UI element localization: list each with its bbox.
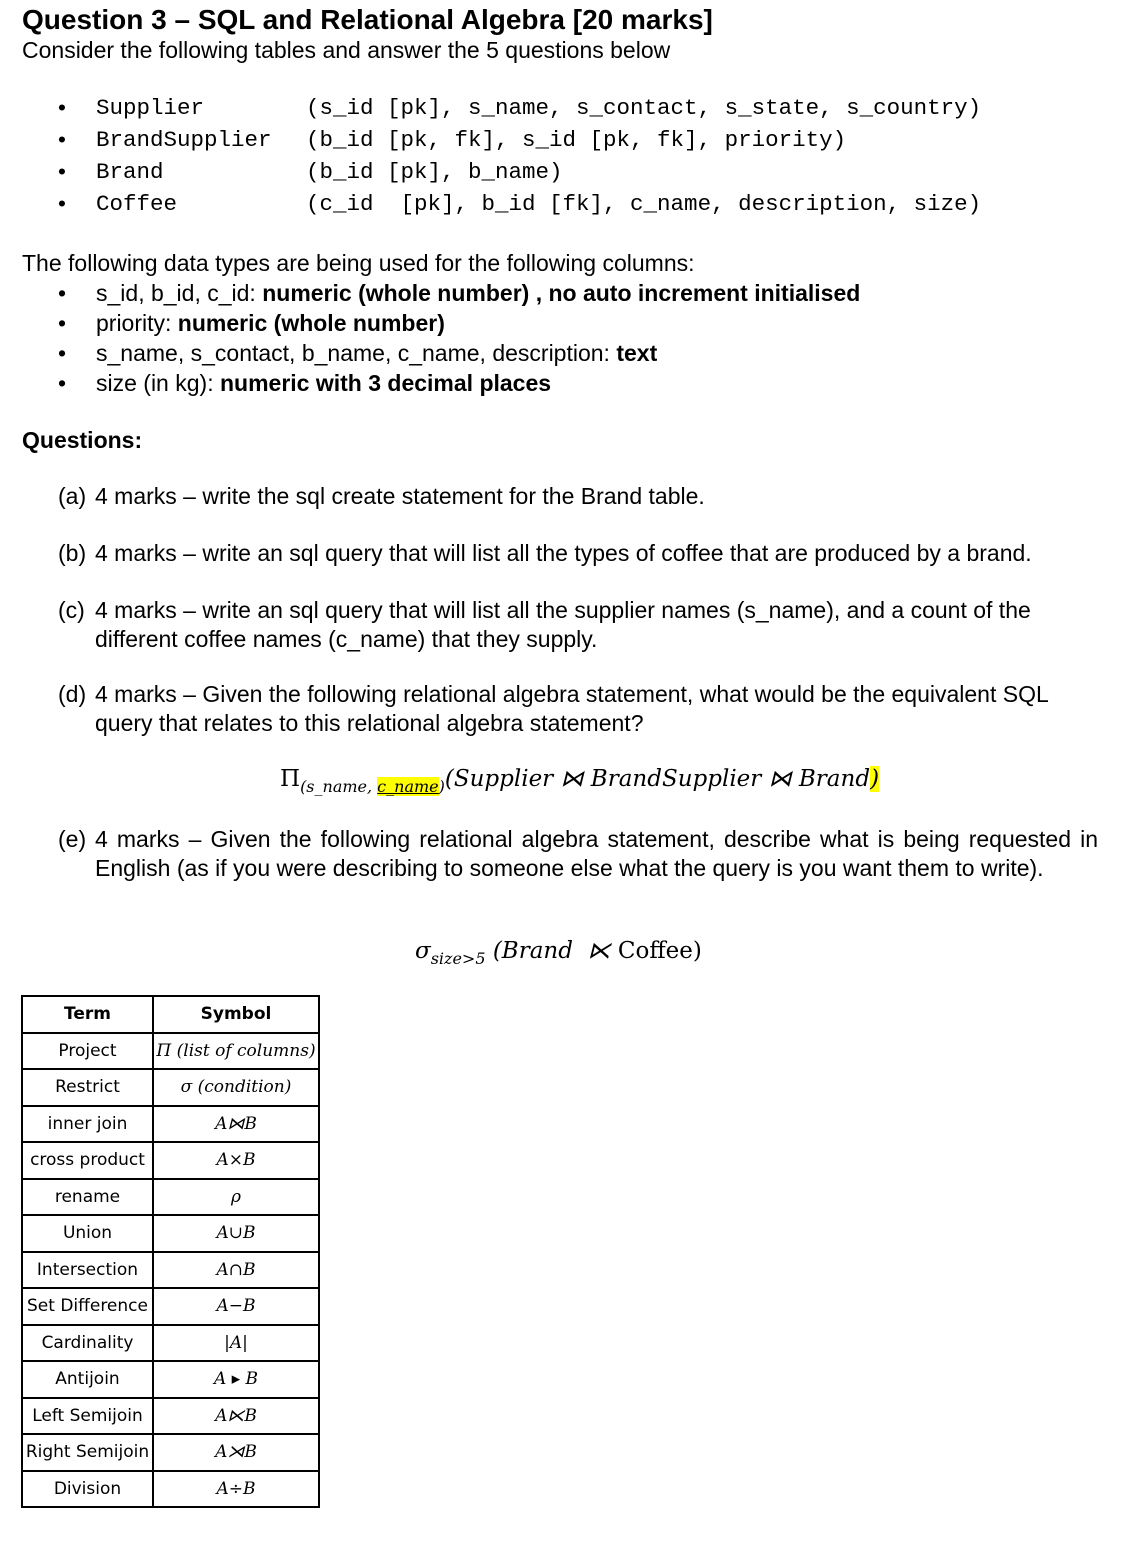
table-row <box>22 1069 319 1106</box>
symbol-cell: A×B <box>153 1142 319 1179</box>
table-row <box>22 1142 319 1179</box>
table-columns: (b_id [pk, fk], s_id [pk, fk], priority) <box>306 127 847 153</box>
formula-condition: size>5 <box>430 949 486 968</box>
table-columns: (b_id [pk], b_name) <box>306 159 563 185</box>
table-row <box>22 1179 319 1216</box>
datatype-columns: priority: <box>96 310 178 336</box>
term-cell: Set Difference <box>22 1288 153 1325</box>
table-row <box>22 1434 319 1471</box>
formula-expression: (Supplier ⋈ BrandSupplier ⋈ Brand <box>444 766 871 792</box>
datatype-columns: s_id, b_id, c_id: <box>96 280 263 306</box>
table-row <box>22 1361 319 1398</box>
term-cell: cross product <box>22 1142 153 1179</box>
term-cell: Antijoin <box>22 1361 153 1398</box>
table-columns: (s_id [pk], s_name, s_contact, s_state, s_country) <box>306 95 982 121</box>
datatype-type: text <box>616 340 658 366</box>
question-label: (e) <box>58 826 87 852</box>
bullet-icon: • <box>58 280 67 306</box>
symbol-cell: |A| <box>153 1325 319 1362</box>
symbol-cell: A ▸ B <box>153 1361 319 1398</box>
question-c <box>58 596 1098 654</box>
term-cell: Project <box>22 1033 153 1070</box>
symbol-cell: A∩B <box>153 1252 319 1289</box>
symbol-cell: σ (condition) <box>153 1069 319 1106</box>
formula-expression: (Brand ⋉ <box>485 938 618 964</box>
question-text: 4 marks – Given the following relational algebra statement, what would be the equivalent SQL query that relates to this relational algebra statement? <box>95 681 1048 736</box>
datatypes-intro: The following data types are being used for the following columns: <box>22 250 695 276</box>
header-symbol: Symbol <box>153 996 319 1033</box>
sigma-symbol: σ <box>415 938 431 964</box>
bullet-icon: • <box>58 159 66 184</box>
bullet-icon: • <box>58 310 67 336</box>
question-e <box>58 825 1098 883</box>
question-text: 4 marks – write an sql query that will list all the supplier names (s_name), and a count of the different coffee names (c_name) that they supply. <box>95 597 1031 652</box>
symbol-cell: A−B <box>153 1288 319 1325</box>
question-b <box>58 539 1098 568</box>
question-title: Question 3 – SQL and Relational Algebra [20 marks] <box>22 4 713 35</box>
datatype-columns: s_name, s_contact, b_name, c_name, description: <box>96 340 617 366</box>
term-cell: Right Semijoin <box>22 1434 153 1471</box>
symbol-cell: A∪B <box>153 1215 319 1252</box>
symbol-cell: Π (list of columns) <box>153 1033 319 1070</box>
table-row <box>22 1106 319 1143</box>
question-label: (b) <box>58 540 87 566</box>
symbol-cell: A⋈B <box>153 1106 319 1143</box>
question-text: 4 marks – write the sql create statement for the Brand table. <box>95 483 705 509</box>
pi-symbol: Π <box>280 766 301 792</box>
table-row <box>22 1033 319 1070</box>
symbol-cell: ρ <box>153 1179 319 1216</box>
table-columns: (c_id [pk], b_id [fk], c_name, description, size) <box>306 191 982 217</box>
highlighted-paren: ) <box>870 766 880 792</box>
datatype-type: numeric with 3 decimal places <box>219 370 552 396</box>
question-d <box>58 680 1098 738</box>
table-row <box>22 1288 319 1325</box>
symbol-cell: A⋊B <box>153 1434 319 1471</box>
symbol-cell: A÷B <box>153 1471 319 1508</box>
question-label: (a) <box>58 483 87 509</box>
symbol-table <box>21 995 320 1508</box>
header-term: Term <box>22 996 153 1033</box>
question-label: (d) <box>58 681 87 707</box>
table-row <box>22 1471 319 1508</box>
term-cell: Left Semijoin <box>22 1398 153 1435</box>
term-cell: Union <box>22 1215 153 1252</box>
table-row <box>22 1252 319 1289</box>
bullet-icon: • <box>58 95 66 120</box>
term-cell: inner join <box>22 1106 153 1143</box>
term-cell: Division <box>22 1471 153 1508</box>
table-row <box>22 1398 319 1435</box>
bullet-icon: • <box>58 370 67 396</box>
bullet-icon: • <box>58 127 66 152</box>
highlighted-column: c_name <box>377 777 439 796</box>
term-cell: Restrict <box>22 1069 153 1106</box>
term-cell: Cardinality <box>22 1325 153 1362</box>
table-name: Brand <box>96 159 164 185</box>
table-row <box>22 1325 319 1362</box>
table-name: Supplier <box>96 95 205 121</box>
bullet-icon: • <box>58 340 67 366</box>
table-name: BrandSupplier <box>96 127 272 153</box>
questions-heading: Questions: <box>22 427 143 453</box>
table-header-row <box>22 996 319 1033</box>
datatype-columns: size (in kg): <box>96 370 220 396</box>
bullet-icon: • <box>58 191 66 216</box>
formula-d <box>280 766 880 796</box>
question-text: 4 marks – write an sql query that will list all the types of coffee that are produced by a brand. <box>95 540 1032 566</box>
question-label: (c) <box>58 597 85 623</box>
table-name: Coffee <box>96 191 178 217</box>
table-row <box>22 1215 319 1252</box>
datatype-type: numeric (whole number) <box>177 310 445 336</box>
term-cell: rename <box>22 1179 153 1216</box>
question-subtitle: Consider the following tables and answer the 5 questions below <box>22 37 671 63</box>
term-cell: Intersection <box>22 1252 153 1289</box>
question-text: 4 marks – Given the following relational algebra statement, describe what is being requested in English (as if you were describing to someone else what the query is you want them to write). <box>95 826 1098 881</box>
formula-e <box>415 938 702 968</box>
formula-projection: (s_name, c_name) <box>300 777 445 796</box>
datatype-type: numeric (whole number) , no auto increment initialised <box>262 280 861 306</box>
formula-coffee: Coffee) <box>617 938 702 964</box>
question-a <box>58 482 1098 511</box>
symbol-cell: A⋉B <box>153 1398 319 1435</box>
